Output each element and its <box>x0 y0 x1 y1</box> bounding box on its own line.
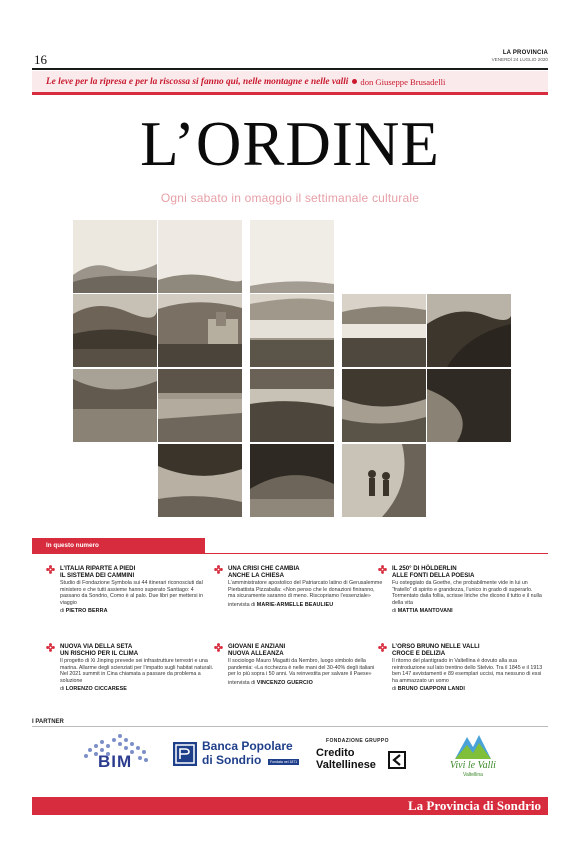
quote-banner <box>32 71 548 95</box>
vivi-le-valli-sub: Valtellina <box>463 772 483 778</box>
collage-tile <box>250 220 334 293</box>
item-summary: Il progetto di Xi Jinping prevede sei infrastrutture terrestri e una marina. Allarme degli scienziati per l’impatto sugli habitat naturali. Nel 2021 summit in Cina chiamata a passare da problema a soluzione <box>60 658 214 684</box>
issue-item <box>228 643 383 686</box>
page-number: 16 <box>34 52 47 67</box>
publication-name: LA PROVINCIA <box>502 50 548 56</box>
item-headline: NUOVA VIA DELLA SETA <box>60 643 133 650</box>
partners-rule <box>32 726 548 727</box>
flower-icon <box>214 643 223 652</box>
collage-tile <box>250 294 334 367</box>
item-headline: GIOVANI E ANZIANI <box>228 643 286 650</box>
item-summary: Fu osteggiato da Goethe, che probabilmente vide in lui un “fratello” di spirito e grandezza, l’unico in grado di superarlo. Tormentato dalla follia, scrisse liriche che dicono il tutto e il nulla della vita <box>392 580 542 606</box>
item-byline: di MATTIA MANTOVANI <box>392 608 453 615</box>
flower-icon <box>378 643 387 652</box>
collage-tile <box>342 444 426 517</box>
issue-item <box>392 643 547 692</box>
collage-tile <box>342 369 426 442</box>
item-summary: Il ritorno del plantigrado in Valtellina è dovuto alla sua reintroduzione sul lato trentino dello Stelvio. Tra il 1845 e il 1913 ben 147 avvistamenti e 89 esemplari uccisi, ma nessuno di essi ha ammazzato un uomo <box>392 658 543 684</box>
issue-item <box>60 565 215 614</box>
item-headline: CROCE E DELIZIA <box>392 650 446 657</box>
vivi-le-valli-script: Vivi le Valli <box>450 760 496 771</box>
bim-logo <box>80 732 152 778</box>
issue-item <box>228 565 383 608</box>
item-headline: UN RISCHIO PER IL CLIMA <box>60 650 139 657</box>
flower-icon <box>46 565 55 574</box>
collage-tile <box>158 220 242 293</box>
collage-tile <box>73 369 157 442</box>
collage-tile <box>342 294 426 367</box>
item-byline: di LORENZO CICCARESE <box>60 686 128 693</box>
item-byline: di BRUNO CIAPPONI LANDI <box>392 686 465 693</box>
collage-tile <box>73 220 157 293</box>
item-headline: ALLE FONTI DELLA POESIA <box>392 572 475 579</box>
item-byline: intervista di MARIE-ARMELLE BEAULIEU <box>228 601 334 608</box>
collage-tile <box>158 294 242 367</box>
collage-tile <box>427 369 511 442</box>
flower-icon <box>378 565 387 574</box>
flower-icon <box>46 643 55 652</box>
header-rule <box>32 68 548 70</box>
bps-logo <box>172 739 302 773</box>
collage-tile <box>73 294 157 367</box>
quote-author: don Giuseppe Brusadelli <box>360 76 446 87</box>
item-summary: Studio di Fondazione Symbola sui 44 itinerari riconosciuti dal ministero e che tutti assieme hanno superato Santiago: 4 passano da Sondrio, Como è al palo. Due libri per mettersi in viaggio <box>60 580 204 606</box>
item-byline: intervista di VINCENZO GUERCIO <box>228 679 313 686</box>
bim-text: BIM <box>98 752 133 771</box>
collage-tile <box>250 369 334 442</box>
item-headline: IL SISTEMA DEI CAMMINI <box>60 572 135 579</box>
in-this-issue-label: In questo numero <box>32 538 205 554</box>
issue-date: VENERDÌ 24 LUGLIO 2020 <box>491 57 548 62</box>
vivi-le-valli-logo <box>447 731 517 779</box>
collage-tile <box>158 369 242 442</box>
item-headline: ANCHE LA CHIESA <box>228 572 284 579</box>
partners-label: I PARTNER <box>32 719 64 725</box>
footer-band <box>32 797 548 815</box>
creval-foundation-logo <box>316 738 426 778</box>
bps-name-line1: Banca Popolare <box>202 739 293 753</box>
header-publication-block <box>492 50 548 62</box>
issue-item <box>392 565 547 614</box>
masthead-subtitle: Ogni sabato in omaggio il settimanale culturale <box>160 191 420 205</box>
issue-item <box>60 643 215 692</box>
bullet-dot-icon <box>352 79 357 84</box>
creval-name-line2: Valtellinese <box>316 759 376 771</box>
masthead-title: L’ORDINE <box>140 109 440 179</box>
collage-tile <box>427 294 511 367</box>
item-headline: UNA CRISI CHE CAMBIA <box>228 565 300 572</box>
item-summary: L’amministratore apostolico del Patriarcato latino di Gerusalemme Pierbattista Pizzaballa: «Non penso che le donazioni finiranno, ma sicuramente saranno di meno. Riscopriamo l’essenziale» <box>228 580 383 600</box>
creval-name-line1: Credito <box>316 747 355 759</box>
flower-icon <box>214 565 223 574</box>
creval-emblem-icon <box>388 751 406 769</box>
bps-name-line2: di Sondrio <box>202 753 262 767</box>
item-byline: di PIETRO BERRA <box>60 608 108 615</box>
item-headline: L’ORSO BRUNO NELLE VALLI <box>392 643 480 650</box>
collage-tile <box>158 444 242 517</box>
item-summary: Il sociologo Mauro Magatti da Nembro, luogo simbolo della pandemia: «La ricchezza è nelle mani del 30-40% degli italiani per lo più sopra i 50 anni. Va reinvestita per salvare il Paese» <box>228 658 375 678</box>
item-headline: NUOVA ALLEANZA <box>228 650 284 657</box>
vivi-le-valli-mountain-icon <box>453 731 493 761</box>
bps-emblem-icon <box>172 741 198 767</box>
item-headline: L’ITALIA RIPARTE A PIEDI <box>60 565 136 572</box>
creval-foundation-label: FONDAZIONE GRUPPO <box>326 738 389 744</box>
quote-text: Le leve per la ripresa e per la riscossa si fanno qui, nelle montagne e nelle valli <box>46 76 349 87</box>
footer-brand: La Provincia di Sondrio <box>407 798 541 813</box>
bps-founded: Fondata nel 1871 <box>270 760 298 764</box>
collage-tile <box>250 444 334 517</box>
in-this-issue-rule <box>205 553 548 554</box>
item-headline: IL 250° DI HÖLDERLIN <box>392 565 457 572</box>
